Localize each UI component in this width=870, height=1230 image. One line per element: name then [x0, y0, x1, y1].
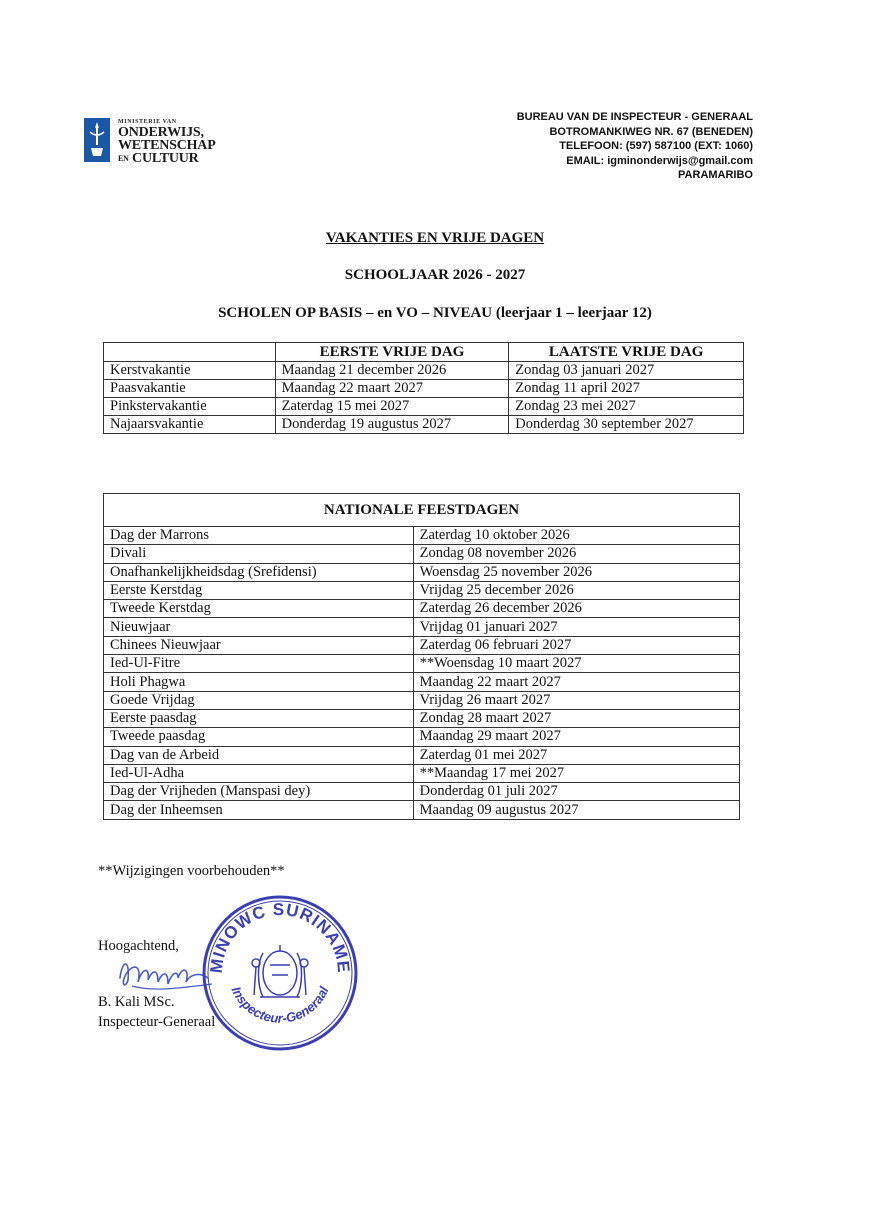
feestdagen-table — [103, 493, 740, 820]
table-row — [104, 416, 744, 434]
vakantie-name: Najaarsvakantie — [104, 416, 276, 434]
schooljaar-title: SCHOOLJAAR 2026 - 2027 — [344, 267, 526, 283]
bureau-line: PARAMARIBO — [678, 169, 753, 181]
feestdag-date: Donderdag 01 juli 2027 — [413, 783, 739, 801]
feestdag-date: **Woensdag 10 maart 2027 — [413, 655, 739, 673]
svg-text:MINOWC SURINAME — [207, 900, 354, 974]
feestdag-name: Chinees Nieuwjaar — [104, 636, 414, 654]
vakantie-first-day: Maandag 22 maart 2027 — [275, 380, 509, 398]
feestdag-name: Goede Vrijdag — [104, 691, 414, 709]
vakanties-header-laatste: LAATSTE VRIJE DAG — [509, 343, 744, 362]
feestdag-date: Zaterdag 01 mei 2027 — [413, 746, 739, 764]
logo-line-1: MINISTERIE VAN — [118, 119, 177, 125]
bureau-line: TELEFOON: (597) 587100 (EXT: 1060) — [559, 140, 753, 152]
feestdag-name: Nieuwjaar — [104, 618, 414, 636]
table-row — [104, 618, 740, 636]
feestdag-name: Tweede paasdag — [104, 728, 414, 746]
bureau-line: BOTROMANKIWEG NR. 67 (BENEDEN) — [549, 125, 753, 138]
vakanties-table — [103, 342, 744, 434]
table-row — [104, 636, 740, 654]
feestdag-date: Zaterdag 10 oktober 2026 — [413, 527, 739, 545]
vakantie-last-day: Zondag 03 januari 2027 — [509, 362, 744, 380]
feestdag-name: Dag der Inheemsen — [104, 801, 414, 819]
feestdagen-header-row — [104, 494, 740, 527]
table-row — [104, 728, 740, 746]
bureau-address-block — [517, 110, 753, 183]
coat-of-arms-icon — [252, 945, 308, 997]
table-row — [104, 545, 740, 563]
vakantie-first-day: Zaterdag 15 mei 2027 — [275, 398, 509, 416]
feestdag-date: Maandag 29 maart 2027 — [413, 728, 739, 746]
vakantie-first-day: Donderdag 19 augustus 2027 — [275, 416, 509, 434]
vakanties-header-empty — [104, 343, 276, 362]
table-row — [104, 691, 740, 709]
ministry-logo-text — [118, 118, 216, 165]
logo-line-4-prefix: EN — [118, 154, 129, 163]
table-row — [104, 527, 740, 545]
scholen-title: SCHOLEN OP BASIS – en VO – NIVEAU (leerjaar 1 – leerjaar 12) — [218, 305, 652, 321]
vakantie-name: Pinkstervakantie — [104, 398, 276, 416]
feestdag-date: Maandag 22 maart 2027 — [413, 673, 739, 691]
table-row — [104, 709, 740, 727]
signer-block — [98, 992, 215, 1032]
feestdag-date: Vrijdag 25 december 2026 — [413, 581, 739, 599]
stamp-top-text: MINOWC SURINAME — [206, 899, 354, 975]
logo-line-3: WETENSCHAP — [118, 138, 216, 153]
feestdag-name: Dag der Marrons — [104, 527, 414, 545]
feestdag-date: Vrijdag 01 januari 2027 — [413, 618, 739, 636]
logo-line-2: ONDERWIJS, — [118, 125, 204, 140]
table-row — [104, 362, 744, 380]
feestdag-date: Vrijdag 26 maart 2027 — [413, 691, 739, 709]
feestdag-name: Divali — [104, 545, 414, 563]
feestdag-name: Ied-Ul-Adha — [104, 764, 414, 782]
table-row — [104, 801, 740, 819]
vakantie-first-day: Maandag 21 december 2026 — [275, 362, 509, 380]
changes-note: **Wijzigingen voorbehouden** — [98, 863, 285, 879]
table-row — [104, 581, 740, 599]
logo-line-4-text: CULTUUR — [132, 151, 199, 166]
feestdag-name: Holi Phagwa — [104, 673, 414, 691]
table-row — [104, 380, 744, 398]
feestdagen-title: NATIONALE FEESTDAGEN — [104, 494, 740, 527]
page-title: VAKANTIES EN VRIJE DAGEN — [325, 230, 545, 246]
stamp-bottom-text: Inspecteur-Generaal — [228, 984, 332, 1026]
feestdag-name: Eerste paasdag — [104, 709, 414, 727]
vakantie-last-day: Donderdag 30 september 2027 — [509, 416, 744, 434]
table-row — [104, 655, 740, 673]
table-row — [104, 563, 740, 581]
feestdag-date: Zondag 28 maart 2027 — [413, 709, 739, 727]
table-row — [104, 746, 740, 764]
table-row — [104, 764, 740, 782]
feestdag-date: **Maandag 17 mei 2027 — [413, 764, 739, 782]
vakanties-header-row — [104, 343, 744, 362]
feestdag-name: Dag der Vrijheden (Manspasi dey) — [104, 783, 414, 801]
feestdag-name: Tweede Kerstdag — [104, 600, 414, 618]
bureau-line: BUREAU VAN DE INSPECTEUR - GENERAAL — [516, 111, 753, 123]
feestdag-date: Zondag 08 november 2026 — [413, 545, 739, 563]
table-row — [104, 673, 740, 691]
signer-role: Inspecteur-Generaal — [98, 1014, 216, 1030]
feestdag-name: Ied-Ul-Fitre — [104, 655, 414, 673]
signer-name: B. Kali MSc. — [98, 994, 175, 1010]
table-row — [104, 398, 744, 416]
feestdag-name: Dag van de Arbeid — [104, 746, 414, 764]
vakanties-header-eerste: EERSTE VRIJE DAG — [275, 343, 509, 362]
logo-line-4 — [118, 152, 216, 165]
vakantie-last-day: Zondag 11 april 2027 — [509, 380, 744, 398]
svg-text:Inspecteur-Generaal — [229, 984, 332, 1026]
feestdag-date: Zaterdag 06 februari 2027 — [413, 636, 739, 654]
table-row — [104, 783, 740, 801]
feestdag-name: Onafhankelijkheidsdag (Srefidensi) — [104, 563, 414, 581]
vakantie-name: Paasvakantie — [104, 380, 276, 398]
feestdag-date: Woensdag 25 november 2026 — [413, 563, 739, 581]
vakantie-last-day: Zondag 23 mei 2027 — [509, 398, 744, 416]
official-stamp — [200, 893, 360, 1058]
bureau-line: EMAIL: igminonderwijs@gmail.com — [566, 154, 753, 167]
table-row — [104, 600, 740, 618]
closing-greeting: Hoogachtend, — [98, 938, 179, 954]
feestdag-date: Zaterdag 26 december 2026 — [413, 600, 739, 618]
feestdag-name: Eerste Kerstdag — [104, 581, 414, 599]
vakantie-name: Kerstvakantie — [104, 362, 276, 380]
feestdag-date: Maandag 09 augustus 2027 — [413, 801, 739, 819]
ministry-logo-icon — [84, 118, 110, 162]
